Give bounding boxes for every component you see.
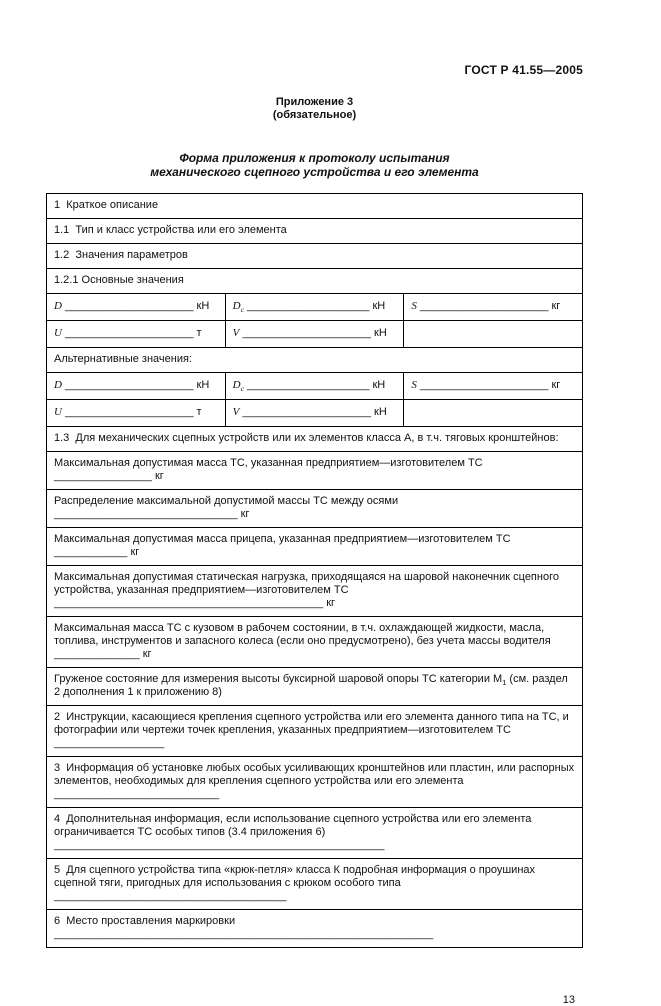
text-segment: Альтернативные значения: [54,353,192,365]
text-segment: Максимальная допустимая масса ТС, указанная предприятием—изготовителем ТС ________________ кг [54,457,486,482]
text-segment: _____________________ [416,300,552,312]
table-row [47,269,582,294]
text-segment: 3 Информация об установке любых особых усиливающих кронштейнов или пластин, или распорных элементов, необходимых для крепления сцепного устройства или его элемента ___________________________ [54,762,578,800]
text-segment: _____________________ [239,406,374,418]
variable-symbol: c [240,384,244,394]
text-segment: кН [196,379,210,391]
text-segment: Груженое состояние для измерения высоты буксирной шаровой опоры ТС категории М [54,673,503,685]
text-segment: Максимальная масса ТС с кузовом в рабочем состоянии, в т.ч. охлаждающей жидкости, масла, топлива, инструментов и запасного колеса (если оно предусмотрено), без учета массы водителя ______________ кг [54,622,554,660]
table-cell [225,294,404,320]
text-segment: 1.2 Значения параметров [54,249,188,261]
page-content [46,0,583,1006]
table-cell [47,400,225,426]
text-segment: 1.3 Для механических сцепных устройств или их элементов класса А, в т.ч. тяговых кронштейнов: [54,432,559,444]
text-segment: (см. раздел 2 дополнения 1 к приложению 8) [54,673,571,698]
table-row [47,244,582,269]
table-cell [403,321,582,347]
form-title-line1: Форма приложения к протоколу испытания [179,151,450,165]
table-row [47,348,582,373]
table-row [47,757,582,808]
table-row [47,194,582,219]
table-cell [47,528,582,565]
text-segment: 1.1 Тип и класс устройства или его элемента [54,224,287,236]
table-cell [47,294,225,320]
table-cell [403,400,582,426]
text-segment: кН [372,300,386,312]
text-segment: Распределение максимальной допустимой массы ТС между осями ______________________________ кг [54,495,402,520]
text-segment: ____________________ [243,379,373,391]
table-cell [47,348,582,372]
table-row [47,668,582,706]
form-title [46,151,583,179]
table-cell [403,373,582,399]
text-segment: 5 Для сцепного устройства типа «крюк-петля» класса К подробная информация о проушинах сцепной тяги, пригодных для использования с крюком особого типа ______________________________________ [54,864,539,902]
text-segment: кг [551,300,561,312]
table-row [47,528,582,566]
text-segment: _____________________ [61,300,197,312]
text-segment: т [196,406,202,418]
table-cell [403,294,582,320]
table-cell [47,219,582,243]
text-segment: Максимальная допустимая масса прицепа, указанная предприятием—изготовителем ТС ____________ кг [54,533,514,558]
table-cell [47,668,582,705]
variable-symbol: D [232,379,241,391]
text-segment: 2 Инструкции, касающиеся крепления сцепного устройства или его элемента данного типа на ТС, и фотографии или чертежи точек крепления, указанных предприятием—изготовителем ТС __________________ [54,711,572,749]
table-row [47,910,582,947]
text-segment: кН [374,327,387,339]
variable-symbol: S [411,300,417,312]
text-segment: _____________________ [416,379,552,391]
table-cell [47,373,225,399]
table-row [47,321,582,348]
text-segment: _____________________ [239,327,374,339]
variable-symbol: D [54,379,62,391]
table-cell [225,373,404,399]
table-cell [47,617,582,667]
table-row [47,490,582,528]
table-row [47,452,582,490]
table-cell [225,400,404,426]
table-cell [47,910,582,947]
text-segment: 1.2.1 Основные значения [54,274,184,286]
text-segment: 4 Дополнительная информация, если использование сцепного устройства или его элемента ограничивается ТС особых типов (3.4 приложения 6) ______________________________________________________ [54,813,535,851]
text-segment: кН [372,379,386,391]
variable-symbol: D [232,300,241,312]
table-row [47,566,582,617]
text-segment: 6 Место проставления маркировки ______________________________________________________________ [54,915,434,940]
text-segment: 1 [502,678,507,688]
table-cell [47,427,582,451]
table-cell [47,194,582,218]
table-row [47,859,582,910]
table-cell [47,706,582,756]
appendix-heading [46,96,583,122]
form-title-line2: механического сцепного устройства и его элемента [150,165,479,179]
table-cell [47,452,582,489]
variable-symbol: U [54,406,62,418]
table-row [47,427,582,452]
page-number: 13 [562,994,575,1006]
table-cell [47,859,582,909]
variable-symbol: D [54,300,62,312]
table-cell [47,269,582,293]
appendix-label: Приложение 3 [275,96,354,108]
variable-symbol: S [411,379,417,391]
variable-symbol: c [240,305,244,315]
text-segment: т [196,327,202,339]
appendix-kind: (обязательное) [272,109,357,121]
table-cell [47,490,582,527]
table-cell [47,808,582,858]
table-row [47,617,582,668]
table-row [47,373,582,400]
form-table [46,193,583,948]
variable-symbol: V [232,406,240,418]
document-code: ГОСТ Р 41.55—2005 [464,63,583,77]
table-cell [225,321,404,347]
text-segment: 1 Краткое описание [54,199,159,211]
text-segment: _____________________ [61,406,197,418]
variable-symbol: U [54,327,62,339]
text-segment: _____________________ [61,327,197,339]
variable-symbol: V [232,327,240,339]
text-segment: кН [196,300,210,312]
table-cell [47,566,582,616]
text-segment: _____________________ [61,379,197,391]
table-cell [47,244,582,268]
text-segment: кН [374,406,387,418]
table-row [47,294,582,321]
table-row [47,400,582,427]
table-row [47,706,582,757]
text-segment: Максимальная допустимая статическая нагрузка, приходящаяся на шаровой наконечник сцепного устройства, указанная предприятием—изготовителем ТС ____________________________________________ кг [54,571,563,609]
text-segment: ____________________ [243,300,373,312]
table-cell [47,757,582,807]
table-row [47,219,582,244]
table-row [47,808,582,859]
table-cell [47,321,225,347]
text-segment: кг [551,379,561,391]
